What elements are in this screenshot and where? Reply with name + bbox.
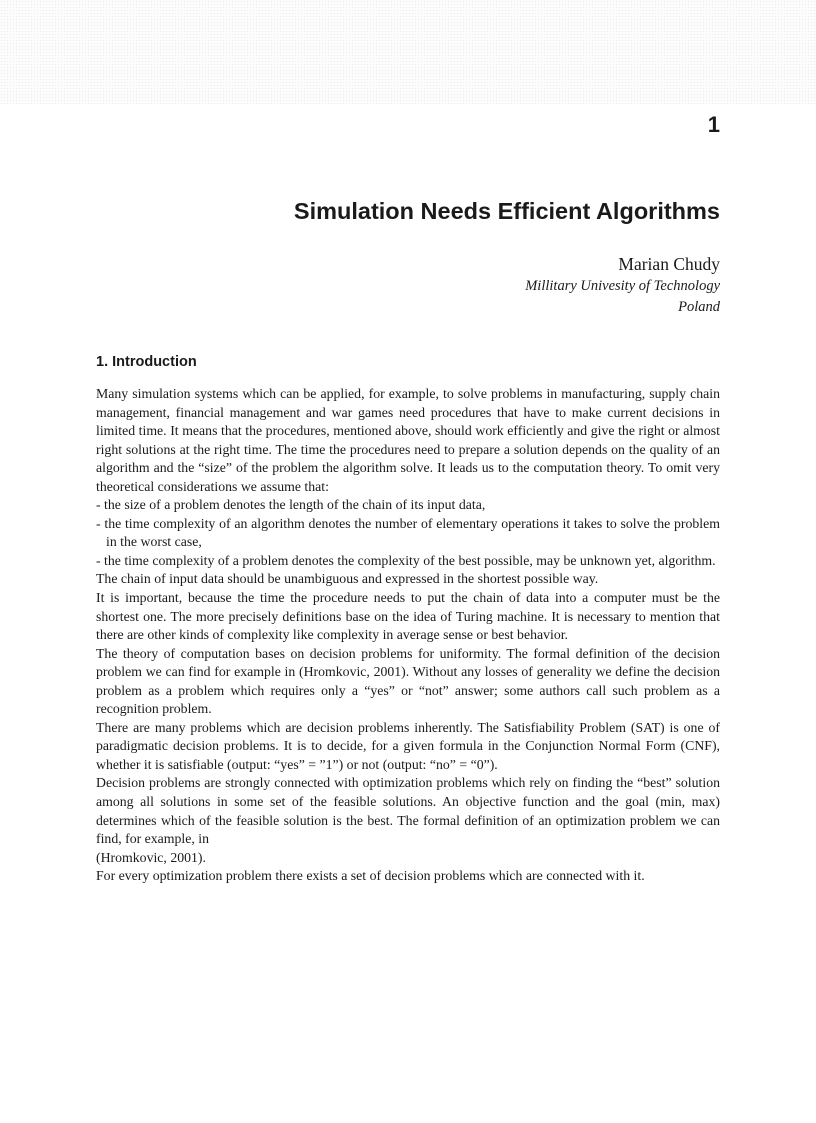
author-name: Marian Chudy: [618, 254, 720, 274]
paragraph-5: There are many problems which are decision problems inherently. The Satisfiability Problem (SAT) is one of paradigmatic decision problems. It is to decide, for a given formula in the Conjunction Normal Form (CNF), whether it is satisfiable (output: “yes” = ”1”) or not (output: “no” = “0”).: [96, 719, 720, 772]
bullet-item: - the time complexity of an algorithm denotes the number of elementary operations it takes to solve the problem in the worst case,: [96, 515, 720, 550]
bullet-item: - the time complexity of a problem denotes the complexity of the best possible, may be unknown yet, algorithm.: [96, 552, 716, 568]
body-text: [96, 385, 720, 886]
author-block: [525, 252, 720, 318]
paragraph-4: The theory of computation bases on decision problems for uniformity. The formal definition of the decision problem we can find for example in (Hromkovic, 2001). Without any losses of generality we define the decision problem as a problem which requires only a “yes” or “not” answer; some authors call such problem as a recognition problem.: [96, 645, 720, 717]
paragraph-2: The chain of input data should be unambiguous and expressed in the shortest possible way.: [96, 571, 599, 587]
paragraph-7: For every optimization problem there exists a set of decision problems which are connected with it.: [96, 868, 645, 884]
chapter-number: 1: [707, 112, 720, 137]
author-institution: Millitary Univesity of Technology: [525, 278, 720, 294]
author-country: Poland: [678, 299, 720, 315]
header-band: [0, 0, 816, 104]
section-heading: 1. Introduction: [96, 354, 197, 370]
paragraph-3: It is important, because the time the procedure needs to put the chain of data into a computer must be the shortest one. The more precisely definitions base on the idea of Turing machine. It is necessary to mention that there are other kinds of complexity like complexity in average sense or best behavior.: [96, 590, 720, 643]
paragraph-1: Many simulation systems which can be applied, for example, to solve problems in manufacturing, supply chain management, financial management and war games need procedures that have to make current decisions in limited time. It means that the procedures, mentioned above, should work efficiently and give the right or almost right solutions at the right time. The time the procedures need to prepare a solution depends on the quality of an algorithm and the “size” of the problem the algorithm solve. It leads us to the computation theory. To omit very theoretical considerations we assume that:: [96, 386, 720, 494]
chapter-title: Simulation Needs Efficient Algorithms: [293, 198, 720, 224]
paragraph-6: Decision problems are strongly connected with optimization problems which rely on finding the “best” solution among all solutions in some set of the feasible solutions. An objective function and the goal (min, max) determines which of the feasible solution is the best. The formal definition of an optimization problem we can find, for example, in: [96, 775, 720, 847]
paragraph-6-end: (Hromkovic, 2001).: [96, 849, 206, 865]
bullet-item: - the size of a problem denotes the length of the chain of its input data,: [96, 497, 486, 513]
